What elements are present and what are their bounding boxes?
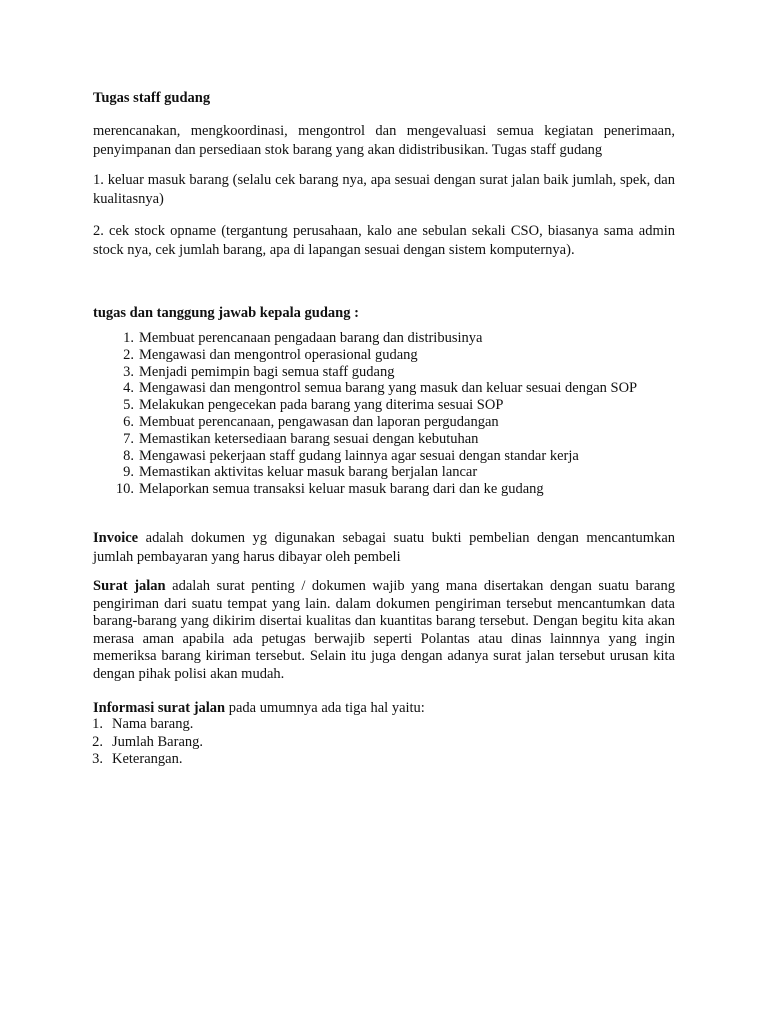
- informasi-term: Informasi surat jalan: [93, 700, 226, 716]
- list-text: Melakukan pengecekan pada barang yang diterima sesuai SOP: [139, 397, 504, 414]
- task-1-paragraph: 1. keluar masuk barang (selalu cek barang nya, apa sesuai dengan surat jalan baik jumlah, spek, dan kualitasnya): [93, 172, 675, 207]
- invoice-paragraph: [93, 529, 675, 567]
- list-text: Membuat perencanaan, pengawasan dan laporan pergudangan: [139, 413, 499, 430]
- list-number: 5.: [123, 397, 134, 414]
- list-number: 2.: [123, 346, 134, 363]
- list-number: 8.: [123, 447, 134, 464]
- list-item: [93, 464, 693, 481]
- list-text: Mengawasi dan mengontrol semua barang yang masuk dan keluar sesuai dengan SOP: [139, 380, 638, 397]
- informasi-surat-jalan-line: [93, 699, 425, 717]
- doc-title: Tugas staff gudang: [93, 90, 211, 106]
- list-number: 2.: [92, 733, 103, 750]
- intro-paragraph: merencanakan, mengkoordinasi, mengontrol dan mengevaluasi semua kegiatan penerimaan, penyimpanan dan persediaan stok barang yang akan didistribusikan. Tugas staff gudang: [93, 123, 675, 158]
- list-item: [93, 481, 693, 498]
- list-text: Menjadi pemimpin bagi semua staff gudang: [139, 363, 395, 380]
- list-item: [93, 431, 693, 448]
- list-text: Memastikan aktivitas keluar masuk barang berjalan lancar: [139, 464, 478, 481]
- invoice-term: Invoice: [93, 530, 139, 546]
- list-text: Keterangan.: [112, 751, 183, 767]
- list-text: Mengawasi pekerjaan staff gudang lainnya agar sesuai dengan standar kerja: [139, 447, 579, 464]
- list-item: [93, 364, 693, 381]
- list-text: Memastikan ketersediaan barang sesuai dengan kebutuhan: [139, 430, 479, 447]
- task-2-paragraph: 2. cek stock opname (tergantung perusahaan, kalo ane sebulan sekali CSO, biasanya sama admin stock nya, cek jumlah barang, apa di lapangan sesuai dengan sistem komputernya).: [93, 223, 675, 258]
- list-item: [93, 330, 693, 347]
- list-text: Jumlah Barang.: [112, 733, 204, 750]
- surat-jalan-paragraph: [93, 578, 675, 683]
- invoice-definition: adalah dokumen yg digunakan sebagai suatu bukti pembelian dengan mencantumkan jumlah pembayaran yang harus dibayar oleh pembeli: [93, 530, 675, 565]
- list-item: [93, 380, 693, 397]
- list-number: 3.: [92, 751, 103, 767]
- list-text: Nama barang.: [112, 716, 194, 732]
- list-number: 1.: [92, 716, 103, 732]
- list-number: 10.: [115, 481, 134, 498]
- list-number: 1.: [123, 330, 134, 346]
- list-item: [93, 397, 693, 414]
- list-number: 3.: [123, 363, 134, 380]
- list-item: [93, 347, 693, 364]
- list-text: Mengawasi dan mengontrol operasional gudang: [139, 346, 418, 363]
- list-number: 4.: [123, 380, 134, 397]
- list-number: 7.: [123, 430, 134, 447]
- list-number: 6.: [123, 413, 134, 430]
- kepala-gudang-list: [93, 330, 693, 498]
- surat-jalan-definition: adalah surat penting / dokumen wajib yang mana disertakan dengan suatu barang pengiriman dari suatu tempat yang lain. dalam dokumen pengiriman tersebut mencantumkan data barang-barang yang dikirim disertai kualitas dan kuantitas barang tersebut. Dengan begitu kita akan merasa aman apabila ada petugas berwajib seperti Polantas atau dinas lainnnya yang ingin memeriksa barang kiriman tersebut. Selain itu juga dengan adanya surat jalan tersebut urusan kita dengan pihak polisi akan mudah.: [93, 578, 675, 682]
- list-text: Melaporkan semua transaksi keluar masuk barang dari dan ke gudang: [139, 481, 544, 498]
- list-item: [93, 414, 693, 431]
- informasi-definition: pada umumnya ada tiga hal yaitu:: [225, 700, 425, 716]
- list-item: [93, 448, 693, 465]
- list-text: Membuat perencanaan pengadaan barang dan distribusinya: [139, 330, 483, 346]
- kepala-gudang-heading: tugas dan tanggung jawab kepala gudang :: [93, 305, 359, 321]
- list-number: 9.: [123, 464, 134, 481]
- surat-jalan-term: Surat jalan: [93, 578, 166, 594]
